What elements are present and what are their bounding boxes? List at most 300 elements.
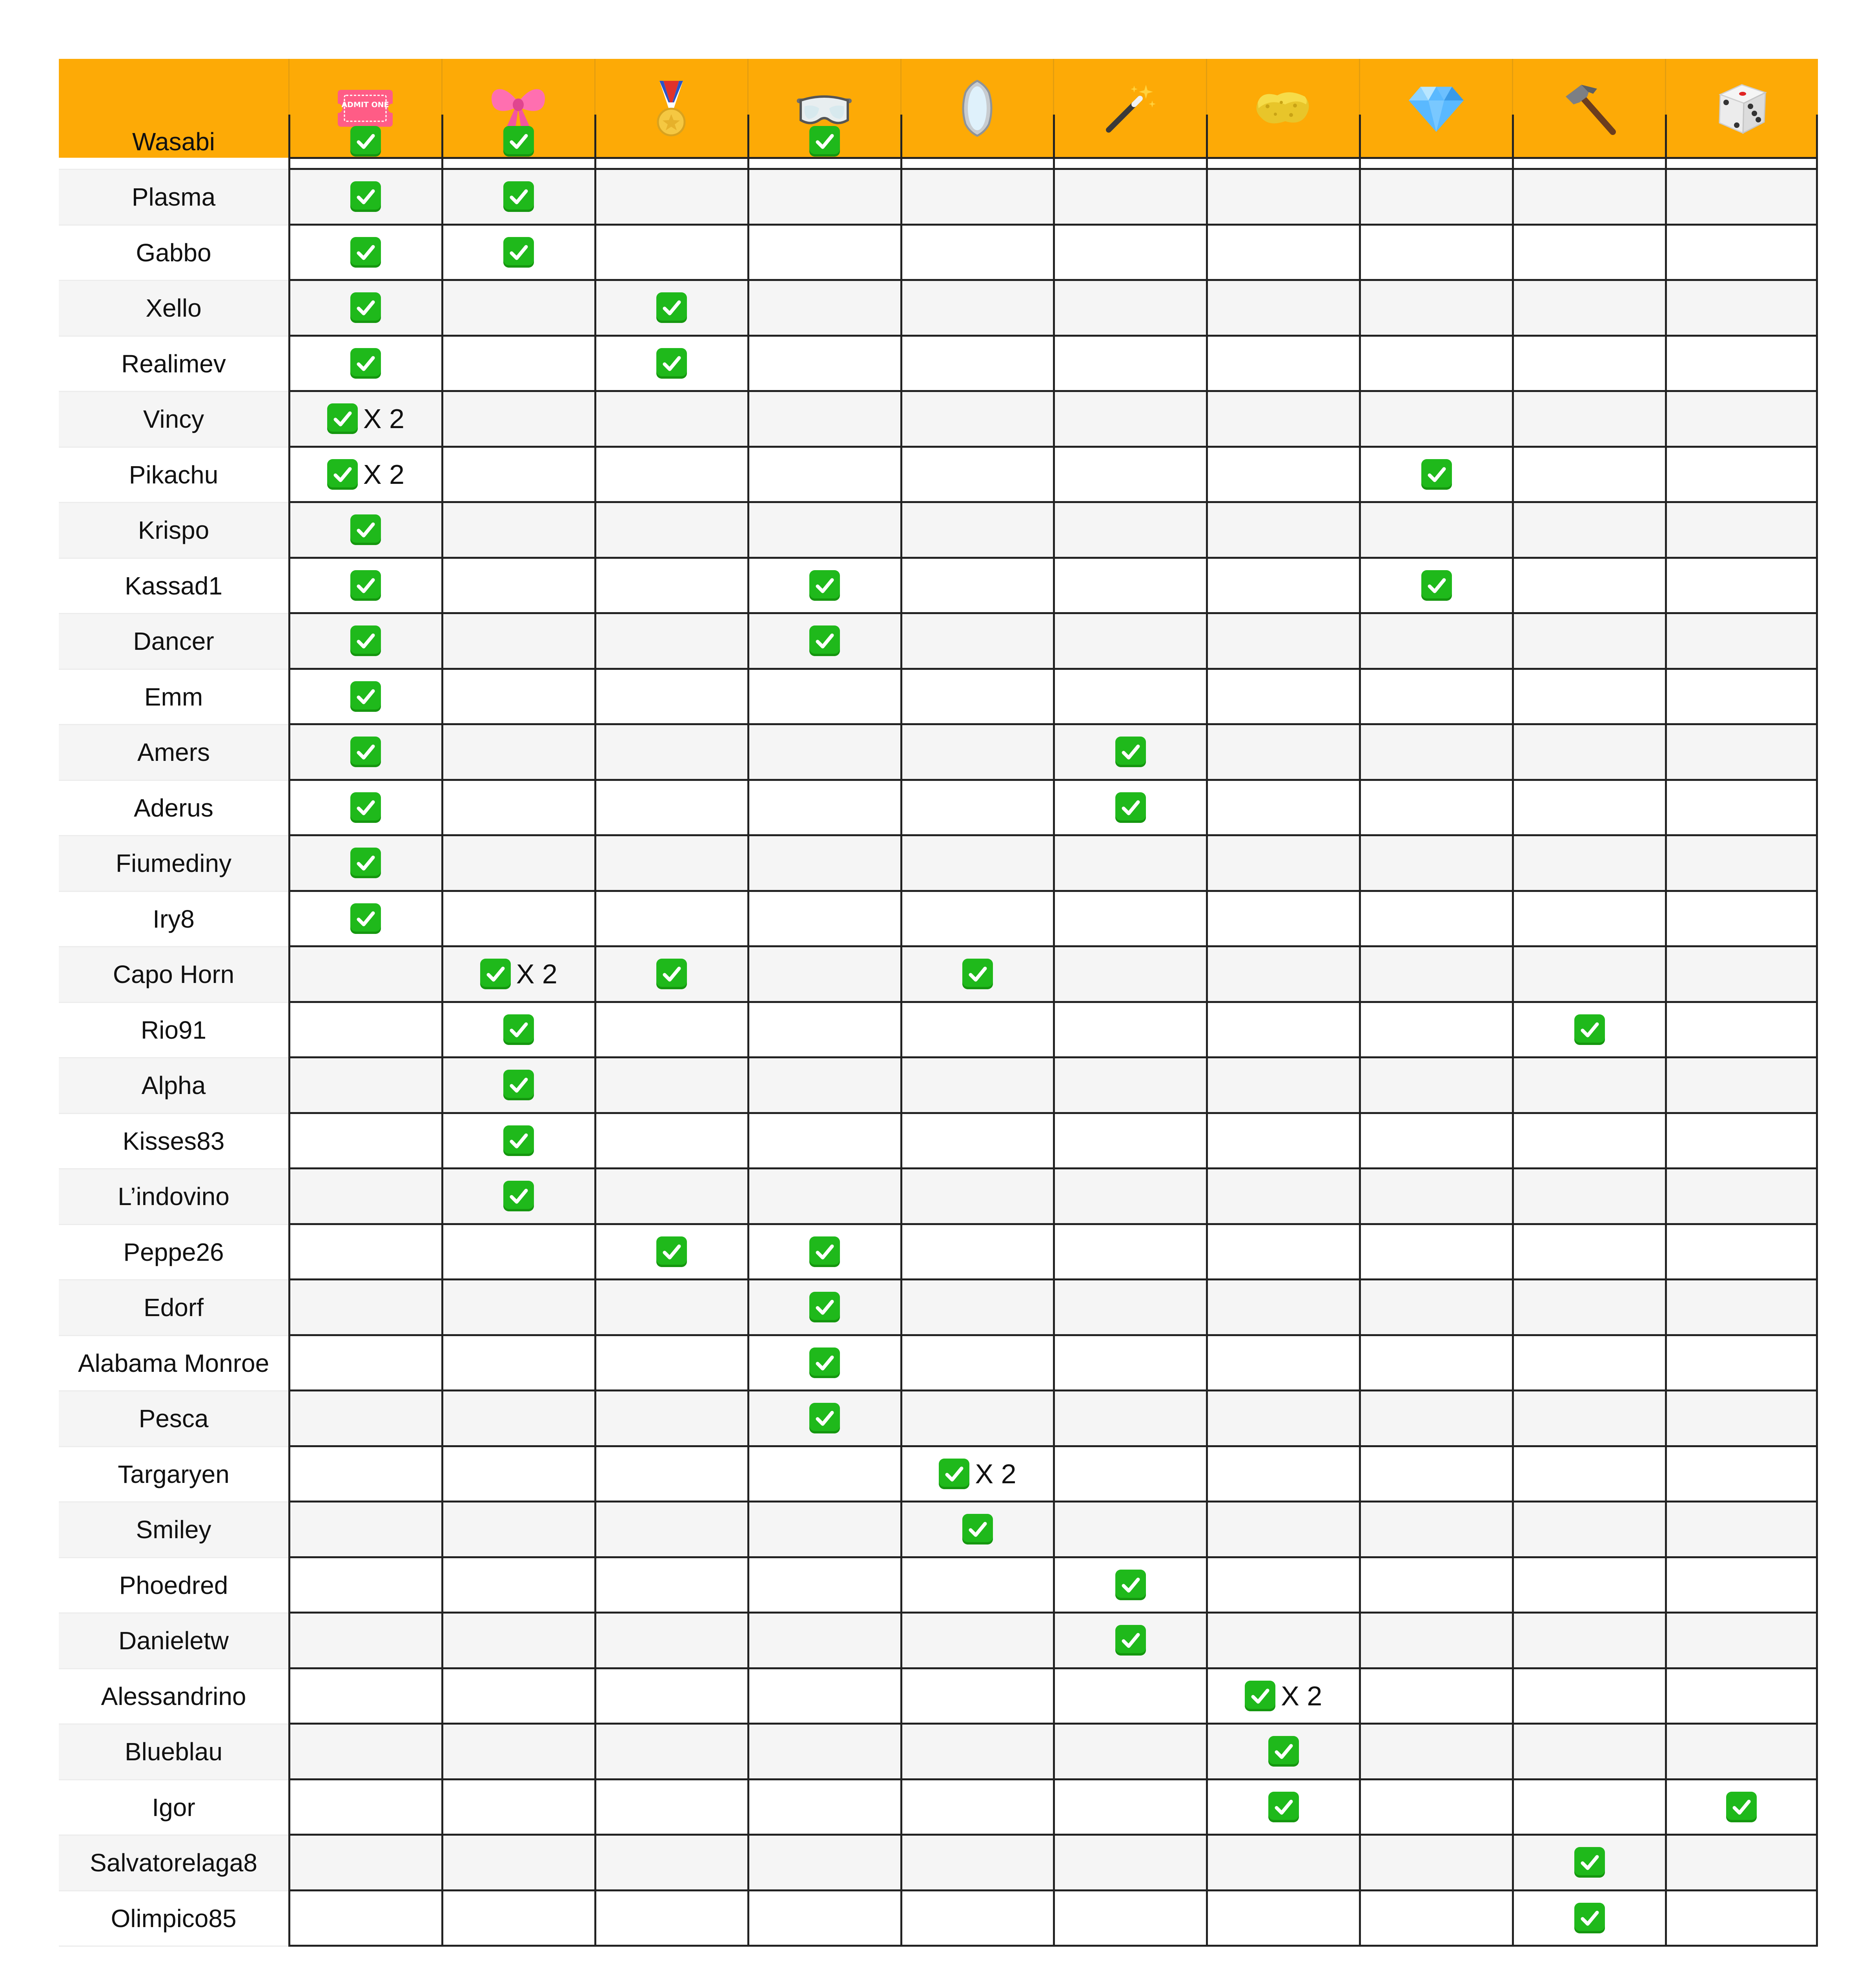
table-cell xyxy=(288,503,441,559)
check-mark-icon xyxy=(1421,459,1452,490)
table-cell xyxy=(1665,281,1818,337)
table-cell xyxy=(1512,1891,1665,1947)
table-cell xyxy=(1206,1058,1359,1114)
row-name: Iry8 xyxy=(59,892,288,948)
table-cell xyxy=(1053,392,1206,448)
table-cell xyxy=(747,1003,900,1059)
table-cell xyxy=(441,1725,594,1780)
table-cell xyxy=(1053,1669,1206,1725)
table-cell xyxy=(441,1169,594,1225)
table-cell xyxy=(594,1336,747,1392)
check-mark-icon xyxy=(350,514,381,545)
table-cell xyxy=(747,1225,900,1281)
table-cell xyxy=(441,1836,594,1891)
table-cell xyxy=(1206,170,1359,226)
table-cell xyxy=(747,1780,900,1836)
table-cell xyxy=(288,559,441,614)
table-cell xyxy=(1512,1225,1665,1281)
table-cell xyxy=(1665,1003,1818,1059)
table-cell xyxy=(900,1836,1053,1891)
row-name: Olimpico85 xyxy=(59,1891,288,1947)
table-cell xyxy=(1359,115,1512,170)
row-name: Igor xyxy=(59,1780,288,1836)
check-mark-icon xyxy=(503,1070,534,1100)
row-name: Pesca xyxy=(59,1391,288,1447)
table-cell xyxy=(900,1225,1053,1281)
row-name: Alessandrino xyxy=(59,1669,288,1725)
table-cell xyxy=(1359,1058,1512,1114)
table-cell xyxy=(441,337,594,392)
table-cell xyxy=(1359,892,1512,948)
table-cell xyxy=(1053,115,1206,170)
table-cell xyxy=(1359,1502,1512,1558)
table-cell xyxy=(1206,1725,1359,1780)
row-name: Peppe26 xyxy=(59,1225,288,1281)
row-name: Alpha xyxy=(59,1058,288,1114)
table-cell xyxy=(1512,1336,1665,1392)
table-cell xyxy=(1206,115,1359,170)
check-mark-icon xyxy=(480,959,511,989)
table-cell xyxy=(747,1447,900,1503)
table-cell xyxy=(1359,503,1512,559)
table-cell xyxy=(288,337,441,392)
check-mark-icon xyxy=(327,403,358,434)
table-cell xyxy=(747,1391,900,1447)
table-cell xyxy=(594,670,747,726)
table-cell xyxy=(594,170,747,226)
table-cell xyxy=(1665,170,1818,226)
table-cell xyxy=(441,836,594,892)
table-cell xyxy=(900,1280,1053,1336)
table-cell xyxy=(1206,337,1359,392)
table-cell xyxy=(1053,337,1206,392)
table-cell xyxy=(441,725,594,781)
table-cell xyxy=(1206,1114,1359,1170)
table-cell xyxy=(900,1669,1053,1725)
check-mark-icon xyxy=(656,959,687,989)
table-cell xyxy=(900,170,1053,226)
table-cell xyxy=(1206,1558,1359,1614)
table-cell xyxy=(288,1502,441,1558)
check-mark-icon xyxy=(1726,1792,1757,1822)
table-cell xyxy=(1053,614,1206,670)
table-cell xyxy=(1206,1280,1359,1336)
table-cell xyxy=(288,1780,441,1836)
table-cell xyxy=(1665,1280,1818,1336)
check-mark-icon xyxy=(350,292,381,323)
check-mark-icon xyxy=(1421,570,1452,601)
table-cell xyxy=(1053,670,1206,726)
table-cell xyxy=(1359,725,1512,781)
row-name: Aderus xyxy=(59,781,288,837)
table-cell xyxy=(747,281,900,337)
table-cell xyxy=(1512,170,1665,226)
table-cell xyxy=(900,448,1053,503)
table-cell xyxy=(1359,1891,1512,1947)
table-cell xyxy=(1053,1280,1206,1336)
table-cell xyxy=(1053,1836,1206,1891)
table-cell xyxy=(1053,947,1206,1003)
table-cell xyxy=(1053,448,1206,503)
table-cell xyxy=(1359,392,1512,448)
row-name: Dancer xyxy=(59,614,288,670)
check-mark-icon xyxy=(1245,1681,1275,1711)
table-cell xyxy=(288,1669,441,1725)
table-cell xyxy=(747,670,900,726)
table-cell xyxy=(1053,1058,1206,1114)
table-cell xyxy=(1512,1558,1665,1614)
table-cell xyxy=(1512,836,1665,892)
table-cell xyxy=(747,614,900,670)
check-mark-icon xyxy=(503,1014,534,1045)
check-mark-icon xyxy=(350,348,381,379)
table-cell xyxy=(1665,1058,1818,1114)
table-cell xyxy=(441,226,594,281)
row-name: Realimev xyxy=(59,337,288,392)
table-cell xyxy=(1665,392,1818,448)
check-mark-icon xyxy=(962,959,993,989)
row-name: L’indovino xyxy=(59,1169,288,1225)
table-cell xyxy=(441,1891,594,1947)
table-cell xyxy=(1665,1836,1818,1891)
table-cell xyxy=(441,115,594,170)
table-cell xyxy=(1665,1114,1818,1170)
table-cell xyxy=(1206,1614,1359,1669)
table-cell xyxy=(1053,226,1206,281)
table-cell xyxy=(1665,226,1818,281)
table-cell xyxy=(1053,1391,1206,1447)
table-cell xyxy=(1665,1225,1818,1281)
check-mark-icon xyxy=(656,348,687,379)
table-cell xyxy=(288,1058,441,1114)
check-mark-icon xyxy=(1115,1570,1146,1600)
table-cell xyxy=(594,1780,747,1836)
table-cell xyxy=(1512,1614,1665,1669)
table-cell xyxy=(1665,448,1818,503)
table-cell xyxy=(1665,1669,1818,1725)
table-cell xyxy=(441,1391,594,1447)
row-name: Smiley xyxy=(59,1502,288,1558)
table-cell xyxy=(1512,1502,1665,1558)
table-cell xyxy=(288,1169,441,1225)
table-cell xyxy=(594,1725,747,1780)
table-cell xyxy=(594,836,747,892)
table-cell xyxy=(441,1669,594,1725)
table-cell xyxy=(441,614,594,670)
table-cell xyxy=(1359,1447,1512,1503)
table-cell xyxy=(594,503,747,559)
table-cell xyxy=(594,1669,747,1725)
table-cell xyxy=(1053,281,1206,337)
table-cell xyxy=(594,892,747,948)
table-cell xyxy=(288,614,441,670)
table-cell xyxy=(288,781,441,837)
table-cell xyxy=(441,1225,594,1281)
table-cell xyxy=(747,226,900,281)
table-cell xyxy=(594,725,747,781)
table-cell xyxy=(900,1780,1053,1836)
table-cell xyxy=(594,1058,747,1114)
table-cell xyxy=(1512,1058,1665,1114)
table-cell xyxy=(1512,448,1665,503)
row-name: Capo Horn xyxy=(59,947,288,1003)
check-mark-icon xyxy=(1268,1736,1299,1767)
check-mark-icon xyxy=(350,126,381,157)
table-cell xyxy=(900,1058,1053,1114)
table-cell xyxy=(441,503,594,559)
check-mark-icon xyxy=(503,237,534,268)
table-cell xyxy=(1206,1447,1359,1503)
table-cell xyxy=(1359,170,1512,226)
table-cell xyxy=(441,1058,594,1114)
table-cell xyxy=(288,1558,441,1614)
check-mark-icon xyxy=(1115,1625,1146,1656)
table-cell xyxy=(594,115,747,170)
table-cell xyxy=(1053,1336,1206,1392)
table-cell xyxy=(747,1169,900,1225)
table-cell xyxy=(1665,725,1818,781)
table-cell xyxy=(1206,392,1359,448)
table-cell xyxy=(1359,836,1512,892)
table-cell xyxy=(1206,1003,1359,1059)
table-cell xyxy=(594,1891,747,1947)
check-mark-icon xyxy=(809,1403,840,1433)
table-cell xyxy=(900,892,1053,948)
table-cell xyxy=(1665,836,1818,892)
table-cell xyxy=(1665,559,1818,614)
table-cell xyxy=(1665,1169,1818,1225)
table-cell xyxy=(594,781,747,837)
table-cell xyxy=(1512,1836,1665,1891)
row-name: Kisses83 xyxy=(59,1114,288,1170)
table-cell xyxy=(747,947,900,1003)
table-cell xyxy=(747,892,900,948)
check-mark-icon xyxy=(1574,1903,1605,1933)
table-cell xyxy=(1512,503,1665,559)
check-mark-icon xyxy=(350,625,381,656)
check-mark-icon xyxy=(350,737,381,767)
table-cell xyxy=(1512,559,1665,614)
table-cell xyxy=(1206,1225,1359,1281)
table-cell xyxy=(1665,337,1818,392)
table-cell xyxy=(594,614,747,670)
table-cell xyxy=(288,1725,441,1780)
table-cell xyxy=(747,448,900,503)
table-cell xyxy=(900,1003,1053,1059)
table-cell xyxy=(900,614,1053,670)
check-mark-icon xyxy=(1574,1014,1605,1045)
table-cell xyxy=(1206,781,1359,837)
table-cell xyxy=(1359,670,1512,726)
table-cell xyxy=(1665,892,1818,948)
table-cell xyxy=(900,1725,1053,1780)
table-cell xyxy=(1512,892,1665,948)
table-cell xyxy=(594,1836,747,1891)
table-cell xyxy=(288,947,441,1003)
table-cell xyxy=(747,337,900,392)
table-cell xyxy=(1206,1336,1359,1392)
table-cell xyxy=(747,725,900,781)
row-name: Phoedred xyxy=(59,1558,288,1614)
table-cell xyxy=(594,1280,747,1336)
table-cell xyxy=(1206,892,1359,948)
table-cell xyxy=(1053,1169,1206,1225)
table-cell xyxy=(1206,226,1359,281)
table-cell xyxy=(1053,170,1206,226)
check-mark-icon xyxy=(1115,737,1146,767)
ticket-text-top: ADMIT ONE xyxy=(341,100,389,109)
table-cell xyxy=(1206,614,1359,670)
table-cell xyxy=(1359,947,1512,1003)
check-mark-icon xyxy=(350,237,381,268)
table-cell xyxy=(441,1336,594,1392)
table-cell xyxy=(594,1614,747,1669)
table-cell xyxy=(747,1502,900,1558)
check-mark-icon xyxy=(1268,1792,1299,1822)
table-cell xyxy=(900,226,1053,281)
table-cell xyxy=(1512,1391,1665,1447)
table-cell xyxy=(1512,281,1665,337)
table-cell xyxy=(1512,725,1665,781)
table-cell xyxy=(1206,1169,1359,1225)
table-cell xyxy=(1053,1614,1206,1669)
table-cell xyxy=(288,226,441,281)
table-cell xyxy=(900,836,1053,892)
check-mark-icon xyxy=(503,126,534,157)
table-cell xyxy=(441,392,594,448)
table-cell xyxy=(1359,1780,1512,1836)
table-cell xyxy=(1665,947,1818,1003)
table-cell xyxy=(288,448,441,503)
table-cell xyxy=(1665,1725,1818,1780)
table-cell xyxy=(1053,1725,1206,1780)
row-name: Rio91 xyxy=(59,1003,288,1059)
table-cell xyxy=(747,559,900,614)
table-cell xyxy=(1512,1780,1665,1836)
grid-top-border xyxy=(288,157,1818,159)
check-mark-icon xyxy=(809,1236,840,1267)
table-cell xyxy=(1206,448,1359,503)
table-cell xyxy=(747,1058,900,1114)
table-cell xyxy=(747,115,900,170)
table-cell xyxy=(900,947,1053,1003)
table-cell xyxy=(594,1169,747,1225)
table-cell xyxy=(1206,1891,1359,1947)
table-cell xyxy=(288,281,441,337)
table-cell xyxy=(288,1114,441,1170)
table-cell xyxy=(1359,1391,1512,1447)
table-cell xyxy=(1206,670,1359,726)
row-name: Vincy xyxy=(59,392,288,448)
table-cell xyxy=(441,1114,594,1170)
table-cell xyxy=(1512,781,1665,837)
table-cell xyxy=(1206,947,1359,1003)
check-mark-icon xyxy=(809,1292,840,1322)
table-cell xyxy=(1053,1780,1206,1836)
table-cell xyxy=(288,1003,441,1059)
table-cell xyxy=(594,559,747,614)
table-cell xyxy=(594,1502,747,1558)
table-cell xyxy=(900,281,1053,337)
multiplier-label: X 2 xyxy=(975,1458,1016,1489)
table-cell xyxy=(1359,1169,1512,1225)
table-cell xyxy=(1512,1669,1665,1725)
multiplier-label: X 2 xyxy=(516,959,557,990)
table-cell xyxy=(900,1169,1053,1225)
table-cell xyxy=(1053,1447,1206,1503)
table-cell xyxy=(747,1614,900,1669)
table-cell xyxy=(441,1502,594,1558)
table-cell xyxy=(1512,670,1665,726)
table-cell xyxy=(1359,1280,1512,1336)
table-cell xyxy=(1512,226,1665,281)
table-cell xyxy=(594,1225,747,1281)
table-cell xyxy=(747,1558,900,1614)
table-cell xyxy=(441,1280,594,1336)
check-mark-icon xyxy=(350,181,381,212)
table-cell xyxy=(1053,1502,1206,1558)
table-cell xyxy=(747,1669,900,1725)
table-cell xyxy=(900,1614,1053,1669)
table-cell xyxy=(900,1558,1053,1614)
table-cell xyxy=(441,892,594,948)
check-mark-icon xyxy=(962,1514,993,1544)
table-cell xyxy=(288,1225,441,1281)
table-cell xyxy=(1053,1114,1206,1170)
table-cell xyxy=(594,448,747,503)
badge-table xyxy=(59,59,1818,1947)
table-cell xyxy=(1665,670,1818,726)
table-cell xyxy=(1053,725,1206,781)
table-cell xyxy=(288,1447,441,1503)
table-cell xyxy=(1665,781,1818,837)
multiplier-label: X 2 xyxy=(363,403,404,434)
table-cell xyxy=(1665,503,1818,559)
table-cell xyxy=(1359,614,1512,670)
table-cell xyxy=(1206,503,1359,559)
row-name: Alabama Monroe xyxy=(59,1336,288,1392)
table-cell xyxy=(1053,559,1206,614)
table-cell xyxy=(1359,281,1512,337)
table-cell xyxy=(594,226,747,281)
table-cell xyxy=(1512,1114,1665,1170)
check-mark-icon xyxy=(350,848,381,878)
table-cell xyxy=(1359,226,1512,281)
table-cell xyxy=(288,1280,441,1336)
table-cell xyxy=(288,892,441,948)
table-cell xyxy=(747,1336,900,1392)
row-name: Wasabi xyxy=(59,115,288,170)
table-cell xyxy=(1359,559,1512,614)
table-cell xyxy=(441,559,594,614)
check-mark-icon xyxy=(809,625,840,656)
check-mark-icon xyxy=(350,792,381,823)
table-cell xyxy=(594,1558,747,1614)
table-cell xyxy=(1512,1169,1665,1225)
table-cell xyxy=(594,1003,747,1059)
table-cell xyxy=(1053,836,1206,892)
check-mark-icon xyxy=(503,1125,534,1156)
table-cell xyxy=(1359,1669,1512,1725)
table-cell xyxy=(900,725,1053,781)
table-cell xyxy=(1512,1725,1665,1780)
table-cell xyxy=(747,1836,900,1891)
row-name: Emm xyxy=(59,670,288,726)
table-cell xyxy=(594,281,747,337)
table-cell xyxy=(1665,1336,1818,1392)
table-cell xyxy=(900,1502,1053,1558)
table-cell xyxy=(1206,725,1359,781)
